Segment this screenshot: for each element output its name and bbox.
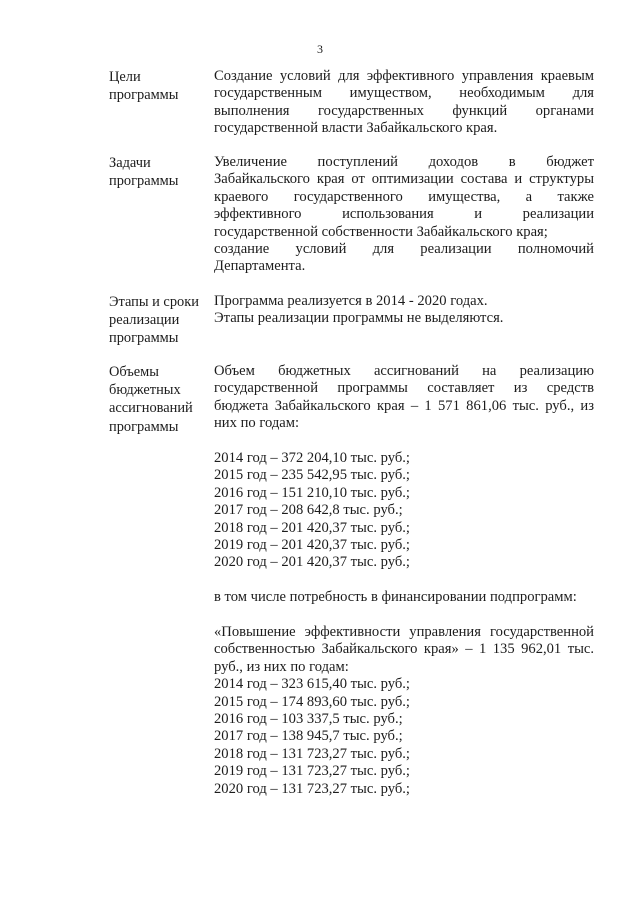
row-label xyxy=(109,363,207,436)
text-line: Этапы реализации программы не выделяются. xyxy=(214,310,504,327)
label-line: Этапы и сроки xyxy=(109,294,199,310)
label-line: бюджетных xyxy=(109,382,181,399)
text-line: государственной программы составляет из средств xyxy=(214,380,594,397)
year-line: 2019 год – 201 420,37 тыс. руб.; xyxy=(214,537,410,554)
spacer xyxy=(214,433,594,450)
text-line: Увеличение поступлений доходов в бюджет xyxy=(214,154,594,170)
label-line: программы xyxy=(109,418,179,435)
text-line: Объем бюджетных ассигнований на реализацию xyxy=(214,363,594,379)
text-line: руб., из них по годам: xyxy=(214,658,349,675)
row-content xyxy=(214,154,594,276)
year-line: 2016 год – 151 210,10 тыс. руб.; xyxy=(214,484,410,501)
row-content xyxy=(214,68,594,138)
row-label xyxy=(109,293,207,348)
year-line: 2020 год – 201 420,37 тыс. руб.; xyxy=(214,554,410,571)
text-line: создание условий для реализации полномочий xyxy=(214,241,594,258)
row-content xyxy=(214,363,594,798)
text-line: Забайкальского края от оптимизации состава и структуры xyxy=(214,171,594,188)
text-line: государственной власти Забайкальского края. xyxy=(214,120,498,137)
row-label xyxy=(109,68,207,104)
year-line: 2018 год – 201 420,37 тыс. руб.; xyxy=(214,519,410,536)
text-line: Создание условий для эффективного управления краевым xyxy=(214,68,594,84)
year-line: 2016 год – 103 337,5 тыс. руб.; xyxy=(214,711,403,728)
label-line: Цели xyxy=(109,69,141,85)
row-label xyxy=(109,154,207,190)
page-number: 3 xyxy=(317,42,323,56)
text-line: краевого государственного имущества, а также xyxy=(214,188,594,205)
text-line: Департамента. xyxy=(214,258,306,275)
label-line: программы xyxy=(109,173,179,190)
year-line: 2014 год – 372 204,10 тыс. руб.; xyxy=(214,450,410,467)
label-line: программы xyxy=(109,330,179,347)
row-content xyxy=(214,293,594,328)
spacer xyxy=(214,572,594,589)
label-line: Объемы xyxy=(109,364,159,380)
spacer xyxy=(214,607,594,624)
year-list-total xyxy=(214,450,594,572)
year-line: 2018 год – 131 723,27 тыс. руб.; xyxy=(214,745,410,762)
year-line: 2015 год – 235 542,95 тыс. руб.; xyxy=(214,467,410,484)
label-line: ассигнований xyxy=(109,400,193,417)
text-line: государственной собственности Забайкальского края; xyxy=(214,223,548,240)
subprogram-intro: в том числе потребность в финансировании подпрограмм: xyxy=(214,589,577,606)
text-line: эффективного использования и реализации xyxy=(214,206,594,223)
year-line: 2019 год – 131 723,27 тыс. руб.; xyxy=(214,763,410,780)
label-line: Задачи xyxy=(109,155,151,171)
year-line: 2014 год – 323 615,40 тыс. руб.; xyxy=(214,676,410,693)
year-line: 2017 год – 208 642,8 тыс. руб.; xyxy=(214,502,403,519)
text-line: «Повышение эффективности управления государственной xyxy=(214,624,594,641)
text-line: собственностью Забайкальского края» – 1 135 962,01 тыс. xyxy=(214,641,594,658)
text-line: них по годам: xyxy=(214,415,300,432)
text-line: Программа реализуется в 2014 - 2020 годах. xyxy=(214,293,488,309)
year-line: 2015 год – 174 893,60 тыс. руб.; xyxy=(214,693,410,710)
year-line: 2017 год – 138 945,7 тыс. руб.; xyxy=(214,728,403,745)
label-line: программы xyxy=(109,87,179,104)
label-line: реализации xyxy=(109,312,180,329)
year-list-subprogram xyxy=(214,676,594,798)
text-line: бюджета Забайкальского края – 1 571 861,06 тыс. руб., из xyxy=(214,397,594,414)
text-line: выполнения государственных функций органами xyxy=(214,102,594,119)
text-line: государственным имуществом, необходимым для xyxy=(214,85,594,102)
year-line: 2020 год – 131 723,27 тыс. руб.; xyxy=(214,780,410,797)
